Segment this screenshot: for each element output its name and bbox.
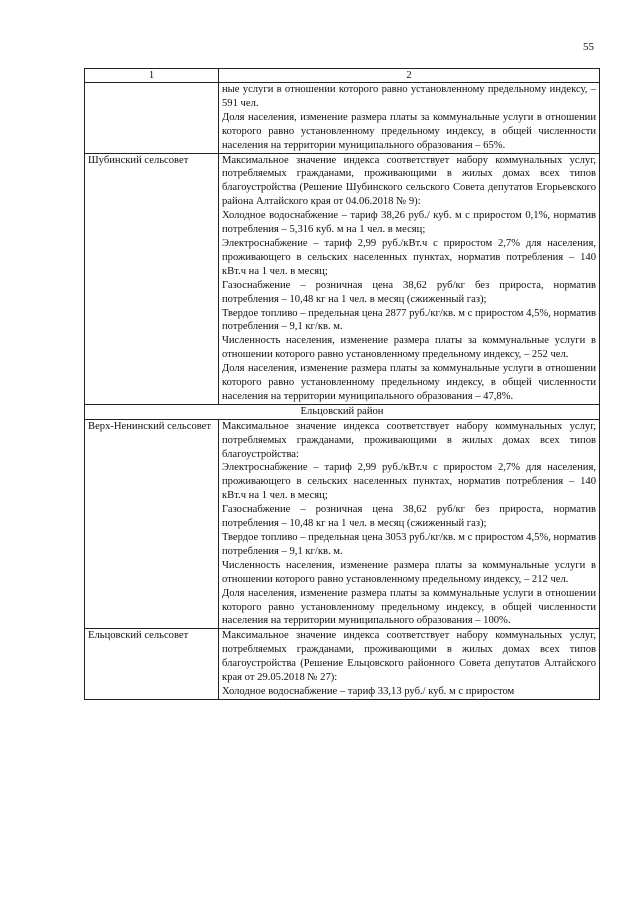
paragraph: Максимальное значение индекса соответствует набору коммунальных услуг, потребляемых гражданами, проживающими в жилых домах всех типов благоустройства (Решение Ельцовского районного Совета депутатов Алтайского края от 29.05.2018 № 27): (222, 630, 596, 684)
description-cell (219, 629, 600, 700)
municipality-name: Верх-Ненинский сельсовет (88, 420, 212, 432)
municipality-name-cell (85, 83, 219, 154)
municipality-name: Ельцовский сельсовет (88, 630, 189, 642)
paragraph: Доля населения, изменение размера платы за коммунальные услуги в отношении которого равно установленному предельному индексу, в общей численности населения на территории муниципального образования – 65%. (222, 111, 596, 151)
table-row-verkh-neninsky (85, 419, 600, 629)
paragraph: Газоснабжение – розничная цена 38,62 руб/кг без прироста, норматив потребления – 10,48 кг на 1 чел. в месяц (сжиженный газ); (222, 504, 596, 530)
paragraph: Доля населения, изменение размера платы за коммунальные услуги в отношении которого равно установленному предельному индексу, в общей численности населения на территории муниципального образования – 100%. (222, 587, 596, 627)
paragraph: ные услуги в отношении которого равно установленному предельному индексу, – 591 чел. (222, 84, 596, 109)
paragraph: Твердое топливо – предельная цена 2877 руб./кг/кв. м с приростом 4,5%, норматив потребления – 9,1 кг/кв. м. (222, 307, 596, 333)
description-cell (219, 419, 600, 629)
paragraph: Электроснабжение – тариф 2,99 руб./кВт.ч с приростом 2,7% для населения, проживающего в сельских населенных пунктах, норматив потребления – 140 кВт.ч на 1 чел. в месяц; (222, 237, 596, 277)
paragraph: Электроснабжение – тариф 2,99 руб./кВт.ч с приростом 2,7% для населения, проживающего в сельских населенных пунктах, норматив потребления – 140 кВт.ч на 1 чел. в месяц; (222, 462, 596, 502)
description-cell (219, 153, 600, 404)
description-cell (219, 83, 600, 154)
section-title: Ельцовский район (85, 404, 600, 419)
table-row-shubinsky (85, 153, 600, 404)
paragraph: Численность населения, изменение размера платы за коммунальные услуги в отношении которого равно установленному предельному индексу, – 212 чел. (222, 559, 596, 585)
paragraph: Холодное водоснабжение – тариф 33,13 руб./ куб. м с приростом (222, 685, 515, 697)
paragraph: Максимальное значение индекса соответствует набору коммунальных услуг, потребляемых гражданами, проживающими в жилых домах всех типов благоустройства (Решение Шубинского сельского Совета депутатов Егорьевского района Алтайского края от 04.06.2018 № 9): (222, 154, 596, 208)
municipality-name: Шубинский сельсовет (88, 154, 189, 166)
table-row-continuation (85, 83, 600, 154)
municipality-name-cell (85, 629, 219, 700)
table-row-eltsovsky (85, 629, 600, 700)
section-row-eltsovsky-district (85, 404, 600, 419)
paragraph: Холодное водоснабжение – тариф 38,26 руб./ куб. м с приростом 0,1%, норматив потребления – 5,316 куб. м на 1 чел. в месяц; (222, 210, 596, 236)
page-number: 55 (583, 41, 594, 53)
paragraph: Максимальное значение индекса соответствует набору коммунальных услуг, потребляемых гражданами, проживающими в жилых домах всех типов благоустройства: (222, 420, 596, 460)
paragraph: Газоснабжение – розничная цена 38,62 руб/кг без прироста, норматив потребления – 10,48 кг на 1 чел. в месяц (сжиженный газ); (222, 279, 596, 305)
paragraph: Доля населения, изменение размера платы за коммунальные услуги в отношении которого равно установленному предельному индексу, в общей численности населения на территории муниципального образования – 47,8%. (222, 363, 596, 402)
paragraph: Численность населения, изменение размера платы за коммунальные услуги в отношении которого равно установленному предельному индексу, – 252 чел. (222, 335, 596, 361)
column-header-1: 1 (85, 69, 219, 83)
municipality-name-cell (85, 419, 219, 629)
table-header-row (85, 69, 600, 83)
municipality-name-cell (85, 153, 219, 404)
paragraph: Твердое топливо – предельная цена 3053 руб./кг/кв. м с приростом 4,5%, норматив потребления – 9,1 кг/кв. м. (222, 532, 596, 557)
index-table (84, 68, 600, 700)
column-header-2: 2 (219, 69, 600, 83)
